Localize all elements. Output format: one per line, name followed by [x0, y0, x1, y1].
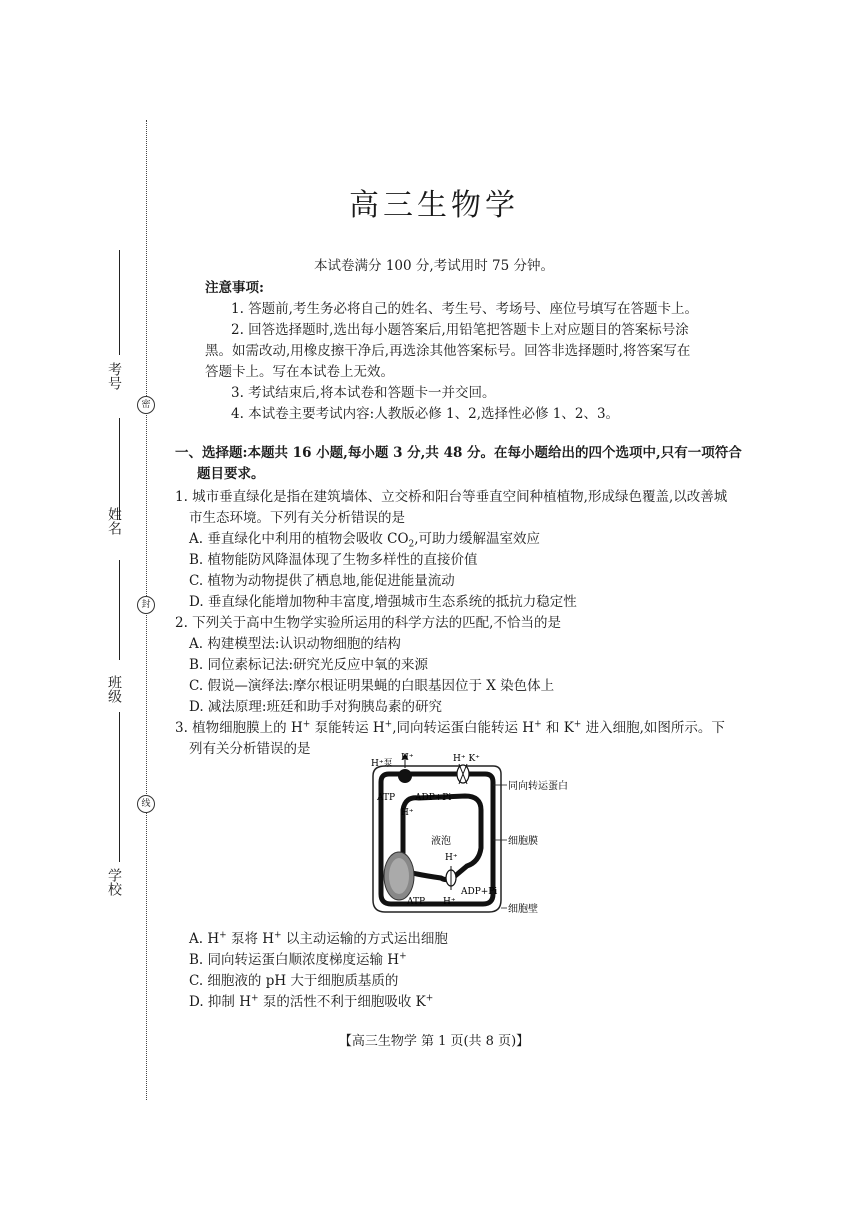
label-atp-2: ATP	[407, 897, 426, 907]
seal-mark-feng: 封	[137, 596, 155, 614]
notice-line-2: 2. 回答选择题时,选出每小题答案后,用铅笔把答题卡上对应题目的答案标号涂	[231, 322, 689, 338]
nucleus-inner	[389, 858, 409, 894]
exam-no-label: 考号	[106, 362, 122, 390]
name-label: 姓名	[106, 507, 122, 535]
label-h-pump: H⁺泵	[371, 759, 393, 769]
seal-mark-mi: 密	[137, 396, 155, 414]
exam-info: 本试卷满分 100 分,考试用时 75 分钟。	[314, 258, 554, 274]
label-vacuole: 液泡	[431, 836, 451, 847]
q3-option-c: C. 细胞液的 pH 大于细胞质基质的	[189, 973, 399, 989]
q1-stem-line-1: 1. 城市垂直绿化是指在建筑墙体、立交桥和阳台等垂直空间种植植物,形成绿色覆盖,以改善城	[175, 489, 728, 505]
section-heading-line-2: 题目要求。	[197, 466, 265, 482]
notice-line-4: 答题卡上。写在本试卷上无效。	[205, 364, 394, 380]
notice-line-5: 3. 考试结束后,将本试卷和答题卡一并交回。	[231, 385, 496, 401]
label-h-top: H⁺	[401, 753, 414, 763]
notice-line-1: 1. 答题前,考生务必将自己的姓名、考生号、考场号、座位号填写在答题卡上。	[231, 301, 698, 317]
page-footer: 【高三生物学 第 1 页(共 8 页)】	[338, 1034, 530, 1049]
q2-stem: 2. 下列关于高中生物学实验所运用的科学方法的匹配,不恰当的是	[175, 615, 561, 631]
q2-option-c: C. 假说—演绎法:摩尔根证明果蝇的白眼基因位于 X 染色体上	[189, 678, 555, 694]
notice-line-6: 4. 本试卷主要考试内容:人教版必修 1、2,选择性必修 1、2、3。	[231, 406, 620, 422]
q2-option-b: B. 同位素标记法:研究光反应中氧的来源	[189, 657, 429, 673]
q2-option-a: A. 构建模型法:认识动物细胞的结构	[189, 636, 401, 652]
seal-mark-xian: 线	[137, 795, 155, 813]
school-underline	[119, 712, 120, 862]
class-underline	[119, 560, 120, 660]
notice-heading: 注意事项:	[205, 280, 264, 296]
q1-option-b: B. 植物能防风降温体现了生物多样性的直接价值	[189, 552, 478, 568]
notice-line-3: 黑。如需改动,用橡皮擦干净后,再选涂其他答案标号。回答非选择题时,将答案写在	[205, 343, 691, 359]
label-hk: H⁺ K⁺	[453, 754, 480, 764]
label-h-low: H⁺	[445, 853, 458, 863]
label-membrane: 细胞膜	[508, 836, 538, 847]
page-title: 高三生物学	[349, 188, 519, 223]
q2-option-d: D. 减法原理:班廷和助手对狗胰岛素的研究	[189, 699, 442, 715]
h-pump-circle	[398, 769, 412, 783]
q3-option-d: D. 抑制 H+ 泵的活性不利于细胞吸收 K+	[189, 993, 434, 1010]
name-underline	[119, 418, 120, 520]
q1-option-c: C. 植物为动物提供了栖息地,能促进能量流动	[189, 573, 455, 589]
class-label: 班级	[106, 675, 122, 703]
label-adp-1: ADP+Pi	[415, 793, 452, 803]
q3-option-b: B. 同向转运蛋白顺浓度梯度运输 H+	[189, 951, 407, 968]
label-adp-2: ADP+Pi	[461, 887, 498, 897]
q1-stem-line-2: 市生态环境。下列有关分析错误的是	[189, 510, 405, 526]
label-symporter: 同向转运蛋白	[508, 781, 568, 792]
label-atp-1: ATP	[377, 793, 396, 803]
cell-diagram	[355, 748, 605, 923]
q1-option-d: D. 垂直绿化能增加物种丰富度,增强城市生态系统的抵抗力稳定性	[189, 594, 577, 610]
section-heading-line-1: 一、选择题:本题共 16 小题,每小题 3 分,共 48 分。在每小题给出的四个选项中,只有一项符合	[175, 445, 742, 461]
q1-option-a: A. 垂直绿化中利用的植物会吸收 $CO_2$,可助力缓解温室效应	[189, 531, 541, 550]
q3-stem-line-2: 列有关分析错误的是	[189, 741, 311, 757]
q3-stem-line-1: 3. 植物细胞膜上的 H+ 泵能转运 H+,同向转运蛋白能转运 H+ 和 K+ 进入细胞,如图所示。下	[175, 719, 725, 736]
label-h-mid: H⁺	[401, 808, 414, 818]
label-wall: 细胞壁	[508, 904, 538, 915]
label-h-bot: H⁺	[443, 897, 456, 907]
school-label: 学校	[106, 868, 122, 896]
q3-option-a: A. H+ 泵将 H+ 以主动运输的方式运出细胞	[189, 930, 448, 947]
